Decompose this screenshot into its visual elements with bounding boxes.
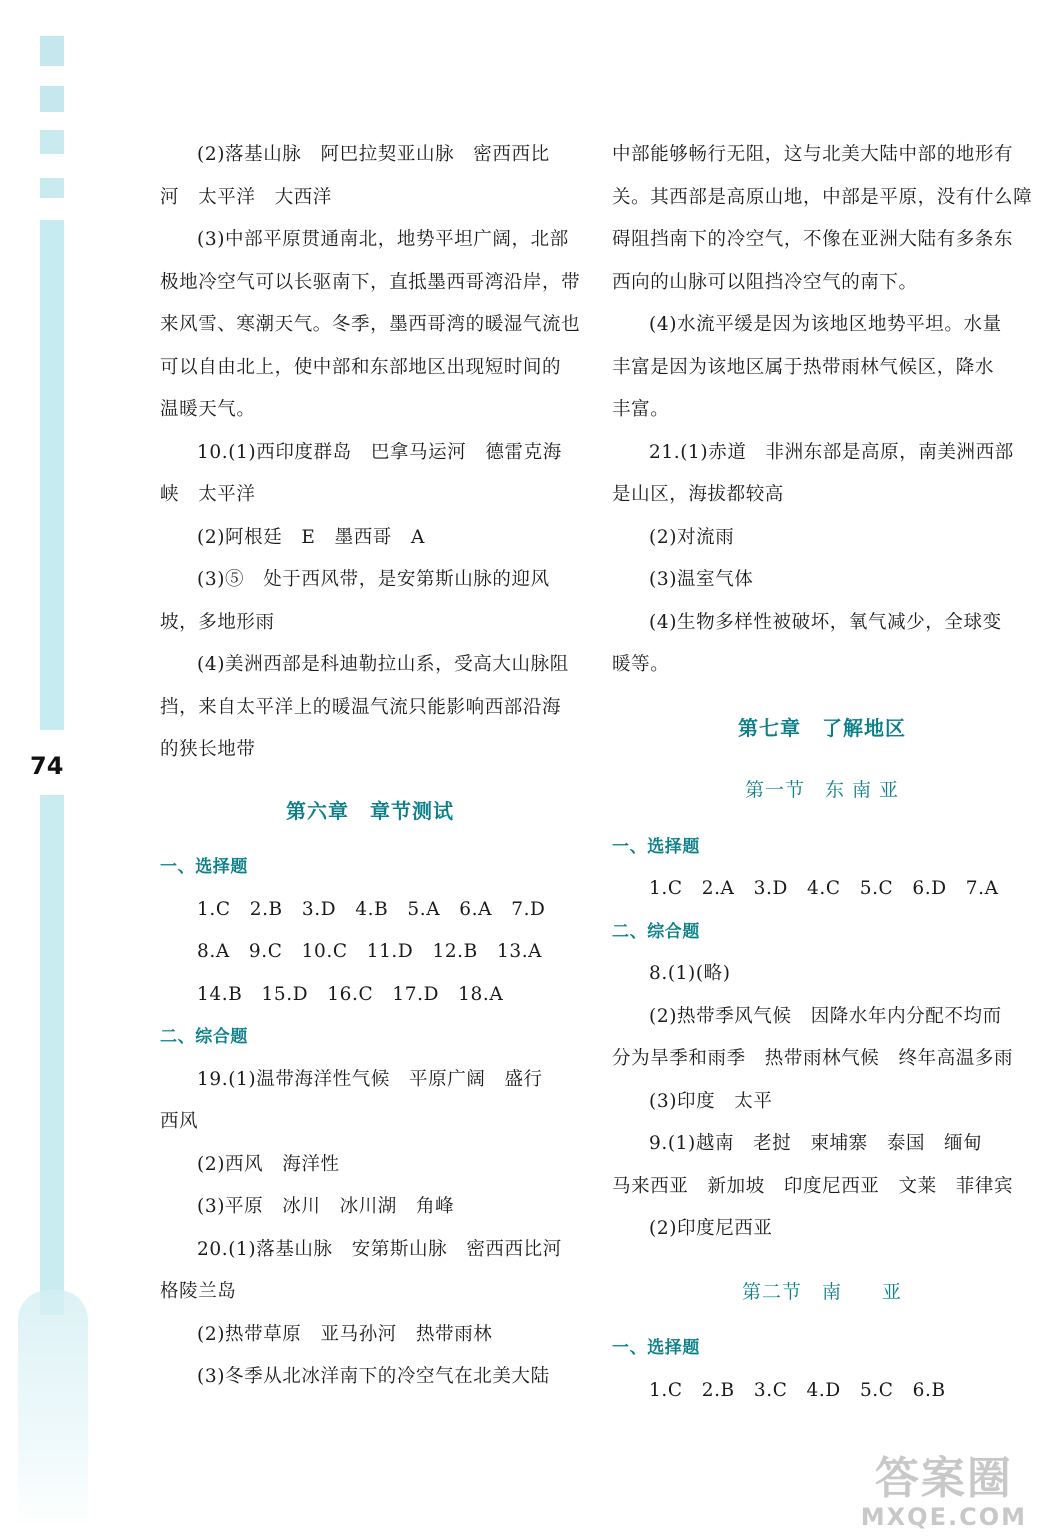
chapter-title: 第六章 章节测试 — [286, 798, 454, 823]
answer-line: 挡，来自太平洋上的暖温气流只能影响西部沿海 — [160, 696, 562, 718]
answer-line: (2)阿根廷 E 墨西哥 A — [197, 526, 425, 548]
answer-line: (3)冬季从北冰洋南下的冷空气在北美大陆 — [197, 1366, 550, 1387]
decorative-strip — [40, 795, 64, 1315]
watermark-text: 答案圈 — [874, 1453, 1013, 1504]
answer-line: 来风雪、寒潮天气。冬季，墨西哥湾的暖湿气流也 — [160, 314, 581, 335]
answer-line: (2)落基山脉 阿巴拉契亚山脉 密西西比 — [197, 144, 550, 165]
answer-line: 丰富是因为该地区属于热带雨林气候区，降水 — [612, 356, 995, 378]
answer-line: (3)温室气体 — [649, 569, 754, 590]
answer-block — [160, 219, 580, 432]
decorative-strip — [40, 36, 64, 66]
chapter-title: 第七章 了解地区 — [738, 715, 906, 740]
answer-line: (2)对流雨 — [649, 526, 735, 548]
answer-line: 8.(1)(略) — [649, 963, 731, 984]
section-heading: 一、选择题 — [612, 1338, 700, 1358]
decorative-figure — [18, 1290, 88, 1530]
decorative-strip — [40, 178, 64, 198]
answer-block — [160, 1059, 580, 1399]
decorative-strip — [40, 220, 64, 730]
decorative-strip — [40, 130, 64, 154]
answer-line: 9.(1)越南 老挝 柬埔寨 泰国 缅甸 — [649, 1133, 983, 1154]
answer-line: 分为旱季和雨季 热带雨林气候 终年高温多雨 — [612, 1048, 1014, 1069]
answer-line: (4)水流平缓是因为该地区地势平坦。水量 — [649, 314, 1002, 335]
watermark-url: MXQE.COM — [860, 1503, 1027, 1531]
answer-line: 温暖天气。 — [160, 399, 256, 420]
answer-line: (3)平原 冰川 冰川湖 角峰 — [197, 1196, 455, 1217]
answer-line: (2)热带草原 亚马孙河 热带雨林 — [197, 1323, 493, 1345]
answer-line: 极地冷空气可以长驱南下，直抵墨西哥湾沿岸，带 — [160, 271, 581, 293]
answer-line: (4)生物多样性被破坏，氧气减少，全球变 — [649, 611, 1002, 633]
answer-block — [612, 134, 1032, 687]
answer-line: (3)⑤ 处于西风带，是安第斯山脉的迎风 — [197, 569, 550, 590]
choice-answer-line: 8.A 9.C 10.C 11.D 12.B 13.A — [197, 941, 543, 962]
answer-line: 坡，多地形雨 — [160, 611, 275, 633]
answer-line: (2)热带季风气候 因降水年内分配不均而 — [649, 1005, 1002, 1027]
answer-line: (4)美洲西部是科迪勒拉山系，受高大山脉阻 — [197, 654, 569, 675]
left-column — [160, 134, 580, 1399]
answer-line: 格陵兰岛 — [160, 1281, 237, 1302]
answer-block — [160, 134, 580, 219]
choice-answer-line: 1.C 2.A 3.D 4.C 5.C 6.D 7.A — [649, 878, 999, 899]
choice-answers — [160, 889, 580, 1017]
answer-line: 的狭长地带 — [160, 739, 256, 760]
answer-line: 中部能够畅行无阻，这与北美大陆中部的地形有 — [612, 144, 1014, 165]
section-heading: 二、综合题 — [612, 921, 700, 942]
section-heading: 一、选择题 — [160, 857, 248, 877]
answer-line: 峡 太平洋 — [160, 484, 256, 505]
answer-block — [160, 432, 580, 772]
decorative-strip — [40, 86, 64, 112]
choice-answers — [612, 868, 1032, 911]
choice-answers — [612, 1370, 1032, 1413]
section-title: 第二节 南 亚 — [741, 1280, 902, 1303]
section-heading: 二、综合题 — [160, 1027, 248, 1047]
page-number: 74 — [30, 752, 64, 780]
answer-line: 丰富。 — [612, 399, 670, 420]
answer-line: (3)印度 太平 — [649, 1090, 773, 1112]
choice-answer-line: 14.B 15.D 16.C 17.D 18.A — [197, 983, 504, 1005]
right-column — [612, 134, 1032, 1412]
answer-line: 关。其西部是高原山地，中部是平原，没有什么障 — [612, 186, 1033, 208]
answer-line: 是山区，海拔都较高 — [612, 484, 784, 505]
section-title: 第一节 东 南 亚 — [744, 779, 900, 801]
answer-line: 暖等。 — [612, 654, 670, 675]
answer-line: (2)印度尼西亚 — [649, 1218, 773, 1239]
answer-line: 21.(1)赤道 非洲东部是高原，南美洲西部 — [649, 441, 1014, 463]
choice-answer-line: 1.C 2.B 3.C 4.D 5.C 6.B — [649, 1379, 946, 1401]
answer-line: 西向的山脉可以阻挡冷空气的南下。 — [612, 271, 918, 293]
answer-line: (2)西风 海洋性 — [197, 1153, 340, 1175]
answer-line: 可以自由北上，使中部和东部地区出现短时间的 — [160, 356, 562, 378]
answer-line: 马来西亚 新加坡 印度尼西亚 文莱 菲律宾 — [612, 1175, 1014, 1197]
answer-line: 西风 — [160, 1111, 199, 1132]
answer-block — [612, 953, 1032, 1251]
watermark-logo — [861, 1454, 1027, 1530]
answer-line: 碍阻挡南下的冷空气，不像在亚洲大陆有多条东 — [612, 229, 1014, 250]
answer-line: 19.(1)温带海洋性气候 平原广阔 盛行 — [197, 1068, 543, 1090]
answer-line: 10.(1)西印度群岛 巴拿马运河 德雷克海 — [197, 441, 562, 463]
answer-line: (3)中部平原贯通南北，地势平坦广阔，北部 — [197, 229, 569, 250]
section-heading: 一、选择题 — [612, 836, 700, 857]
answer-line: 20.(1)落基山脉 安第斯山脉 密西西比河 — [197, 1238, 562, 1260]
choice-answer-line: 1.C 2.B 3.D 4.B 5.A 6.A 7.D — [197, 898, 546, 920]
answer-line: 河 太平洋 大西洋 — [160, 186, 332, 208]
